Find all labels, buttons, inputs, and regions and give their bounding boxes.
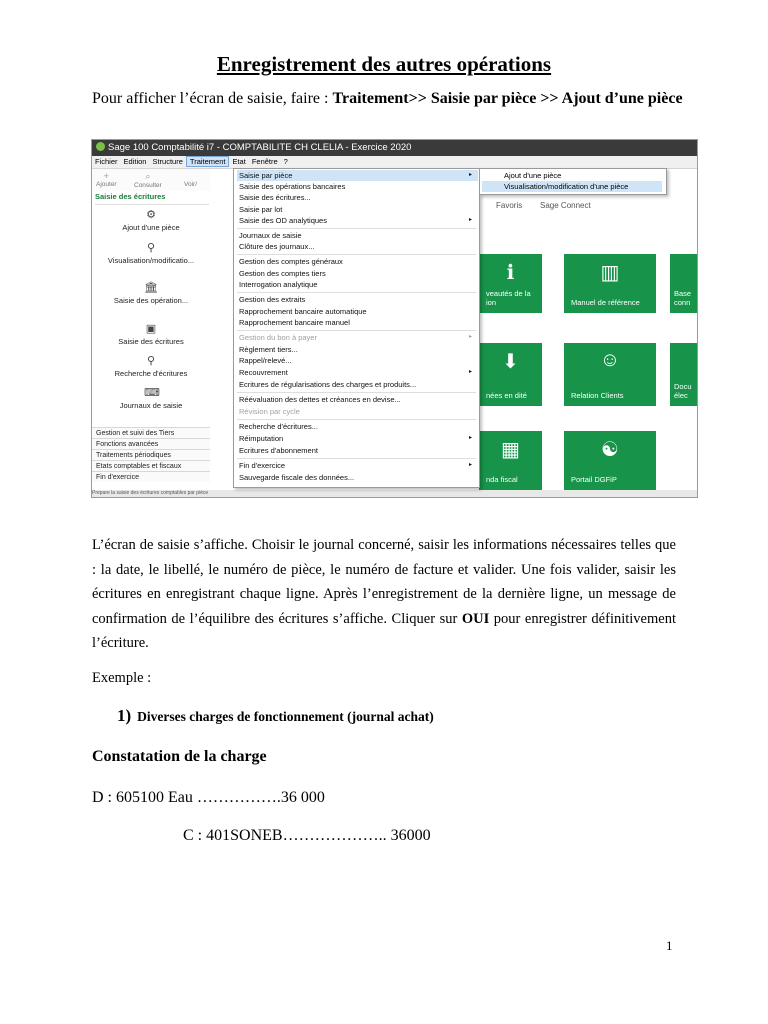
menu-item[interactable]: Rapprochement bancaire automatique (239, 307, 367, 316)
toolbar (92, 169, 210, 191)
submenu-arrow-icon: ▸ (468, 334, 472, 340)
tile-label: Base conn (674, 289, 692, 307)
search-icon: ⌕ (145, 171, 151, 181)
sidebar (92, 192, 211, 497)
menu-item-label: Saisie par pièce (239, 171, 293, 180)
search-icon: ⚲ (146, 242, 156, 254)
menu-item[interactable]: Saisie des opérations bancaires (239, 182, 346, 191)
menu-item[interactable]: Sauvegarde fiscale des données... (239, 473, 355, 482)
menu-item-label: Gestion du bon à payer (239, 333, 317, 342)
menu-item-label: Saisie des OD analytiques (239, 216, 327, 225)
menu-fichier[interactable]: Fichier (95, 157, 118, 166)
plus-icon: + (103, 171, 109, 181)
tile-docu[interactable] (670, 343, 697, 406)
window-title: Sage 100 Comptabilité i7 - COMPTABILITE CH CLELIA - Exercice 2020 (108, 142, 412, 153)
item-label: Diverses charges de fonctionnement (journal achat) (137, 709, 434, 724)
menu-separator (237, 330, 476, 331)
menu-help[interactable]: ? (283, 157, 288, 166)
menu-item-saisie-par-piece[interactable] (237, 170, 478, 181)
view-icon (184, 171, 197, 181)
menu-structure[interactable]: Structure (152, 157, 183, 166)
menu-item[interactable]: Saisie des écritures... (239, 193, 311, 202)
menu-item[interactable]: Recherche d'écritures... (239, 422, 318, 431)
menu-item[interactable] (237, 215, 478, 226)
sidebar-item-visualisation[interactable] (92, 242, 210, 265)
tile-label: Portail DGFiP (571, 475, 617, 484)
intro-prefix: Pour afficher l’écran de saisie, faire : (92, 90, 333, 107)
tab-sage-connect[interactable]: Sage Connect (540, 201, 591, 210)
sage-logo-icon (96, 142, 105, 151)
example-item (117, 706, 434, 726)
menu-separator (237, 228, 476, 229)
tile-nouveautes[interactable] (479, 254, 542, 313)
page-number: 1 (666, 938, 673, 953)
menu-item[interactable] (237, 367, 478, 378)
intro-text (92, 88, 692, 109)
sidebar-item-label: Recherche d'écritures (114, 369, 188, 378)
status-bar: Prepare la saisie des écritures comptables par pièce (92, 490, 697, 497)
menu-item[interactable]: Réévaluation des dettes et créances en devise... (239, 395, 401, 404)
search-icon: ⚲ (146, 355, 156, 367)
submenu-arrow-icon: ▸ (468, 217, 472, 223)
menu-item-label: Réimputation (239, 434, 284, 443)
menu-item[interactable]: Rapprochement bancaire manuel (239, 318, 350, 327)
tile-relation-clients[interactable] (564, 343, 656, 406)
sidebar-item-saisie-ecritures[interactable] (92, 323, 210, 346)
sidebar-item-ajout-piece[interactable] (92, 209, 210, 232)
menu-item[interactable] (237, 460, 478, 471)
submenu-arrow-icon: ▸ (468, 435, 472, 441)
sidebar-item-saisie-operations[interactable] (92, 282, 210, 305)
tile-portail-dgfip[interactable] (564, 431, 656, 490)
menu-separator (237, 292, 476, 293)
sidebar-header: Saisie des écritures (95, 192, 209, 205)
sidebar-footer-fonctions[interactable]: Fonctions avancées (92, 438, 210, 449)
submenu-arrow-icon: ▸ (468, 369, 472, 375)
app-screenshot (91, 139, 698, 498)
toolbar-consulter[interactable] (134, 171, 162, 189)
toolbar-ajouter[interactable] (96, 171, 117, 188)
section-heading: Constatation de la charge (92, 748, 267, 765)
sidebar-item-recherche[interactable] (92, 355, 210, 378)
toolbar-voir[interactable] (184, 171, 197, 188)
submenu-item-ajout-piece[interactable]: Ajout d'une pièce (504, 171, 562, 180)
toolbar-consulter-label: Consulter (134, 182, 162, 189)
paragraph-end: pour enregistrer définitivement l’écriture. (92, 610, 676, 651)
sidebar-item-label: Journaux de saisie (119, 401, 183, 410)
add-entry-icon: ▣ (145, 323, 157, 335)
tile-agenda[interactable] (479, 431, 542, 490)
menu-item[interactable]: Rappel/relevé... (239, 356, 292, 365)
menu-item-label: Fin d'exercice (239, 461, 286, 470)
traitement-dropdown (233, 168, 480, 488)
tile-label: Relation Clients (571, 391, 624, 400)
sidebar-item-label: Saisie des opération... (113, 296, 189, 305)
tile-label: Docu élec (674, 382, 692, 400)
tab-favoris[interactable]: Favoris (496, 201, 523, 210)
debit-line: D : 605100 Eau …………….36 000 (92, 789, 325, 806)
sidebar-item-label: Visualisation/modificatio... (107, 256, 195, 265)
menu-item[interactable]: Gestion des extraits (239, 295, 306, 304)
download-icon: ⬇ (502, 351, 519, 373)
sidebar-item-label: Ajout d'une pièce (122, 223, 180, 232)
menu-item[interactable]: Gestion des comptes tiers (239, 269, 326, 278)
toolbar-voir-label: Voir/ (184, 181, 198, 188)
window-titlebar (92, 140, 697, 156)
menu-item-label: Recouvrement (239, 368, 288, 377)
info-icon: ℹ (506, 262, 515, 284)
menu-fenetre[interactable]: Fenêtre (251, 157, 278, 166)
menu-item[interactable] (237, 433, 478, 444)
saisie-par-piece-submenu (479, 168, 667, 195)
gear-icon: ⚙ (146, 209, 156, 221)
sidebar-footer-fin-exercice[interactable]: Fin d'exercice (92, 471, 210, 482)
tile-label: veautés de la ion (486, 289, 531, 307)
menu-item[interactable]: Gestion des comptes généraux (239, 257, 343, 266)
toolbar-ajouter-label: Ajouter (96, 181, 117, 188)
menu-item-disabled (237, 332, 478, 343)
chat-icon: ☯ (601, 439, 619, 461)
sidebar-footer-tiers[interactable]: Gestion et suivi des Tiers (92, 427, 210, 438)
menu-item[interactable]: Interrogation analytique (239, 280, 318, 289)
tile-label: nda fiscal (486, 475, 518, 484)
menu-item[interactable]: Saisie par lot (239, 205, 283, 214)
tile-donnees[interactable] (479, 343, 542, 406)
paragraph-text: L’écran de saisie s’affiche. Choisir le journal concerné, saisir les informations nécessaires telles que : la date, le libellé, le numéro de pièce, le numéro de facture et valider. Une fois valider, saisir les écritures en enregistrant chaque ligne. Après l’enregistrement de la dernière ligne, un message de confirmation de l’équilibre des écritures s’affiche. Cliquer sur (92, 537, 676, 627)
tile-label: nées en dité (486, 391, 527, 400)
submenu-arrow-icon: ▸ (468, 462, 472, 468)
credit-line: C : 401SONEB……………….. 36000 (183, 827, 431, 844)
users-icon: ☺ (599, 349, 621, 371)
menu-item[interactable]: Règlement tiers... (239, 345, 298, 354)
home-tabs (496, 201, 591, 210)
menu-item[interactable]: Ecritures de régularisations des charges et produits... (239, 380, 417, 389)
menu-traitement[interactable]: Traitement (186, 156, 230, 167)
calendar-icon: ▦ (501, 439, 520, 461)
page-title: Enregistrement des autres opérations (216, 52, 552, 76)
tile-base[interactable] (670, 254, 697, 313)
submenu-arrow-icon: ▸ (468, 172, 472, 178)
menu-separator (237, 254, 476, 255)
menu-item[interactable]: Clôture des journaux... (239, 242, 315, 251)
submenu-item-visualisation[interactable]: Visualisation/modification d'une pièce (482, 181, 662, 192)
menu-item-disabled: Révision par cycle (239, 407, 300, 416)
item-number: 1) (117, 706, 132, 725)
instructions-paragraph (92, 533, 676, 656)
books-icon: ▥ (600, 262, 620, 284)
bank-icon: 🏛 (144, 282, 158, 294)
sidebar-footer-etats[interactable]: Etats comptables et fiscaux (92, 460, 210, 471)
menu-edition[interactable]: Edition (123, 157, 147, 166)
paragraph-bold: OUI (461, 610, 490, 627)
menu-etat[interactable]: Etat (232, 157, 246, 166)
menu-separator (237, 458, 476, 459)
sidebar-item-journaux[interactable] (92, 387, 210, 410)
tile-label: Manuel de référence (571, 298, 640, 307)
sidebar-item-label: Saisie des écritures (118, 337, 184, 346)
menu-item[interactable]: Journaux de saisie (239, 231, 302, 240)
tile-manuel[interactable] (564, 254, 656, 313)
sidebar-footer-traitements[interactable]: Traitements périodiques (92, 449, 210, 460)
keyboard-icon: ⌨ (144, 387, 160, 399)
menu-separator (237, 392, 476, 393)
example-label: Exemple : (92, 670, 152, 686)
menu-item[interactable]: Ecritures d'abonnement (239, 446, 318, 455)
menu-separator (237, 419, 476, 420)
intro-menu-path: Traitement>> Saisie par pièce >> Ajout d’une pièce (332, 90, 683, 107)
